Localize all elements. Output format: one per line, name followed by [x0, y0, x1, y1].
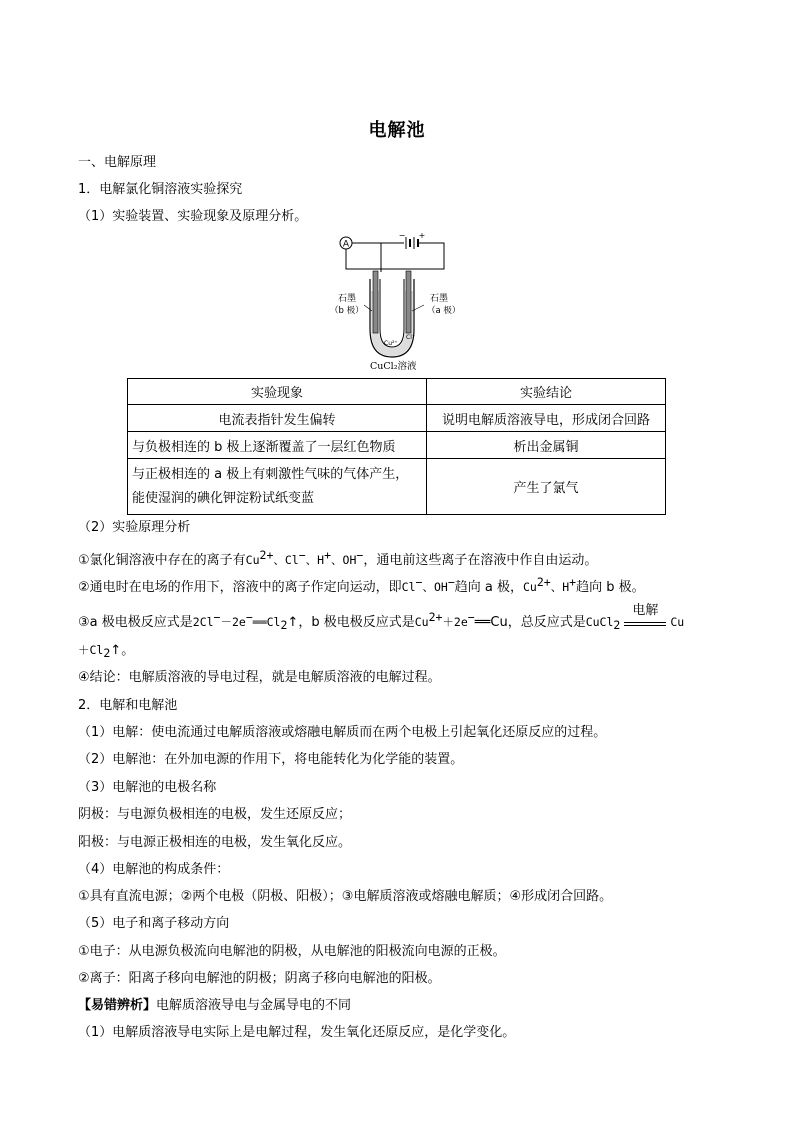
svg-text:+: +: [418, 231, 426, 240]
right-electrode-label: 石墨: [430, 294, 449, 304]
table-header-phenomenon: 实验现象: [128, 379, 427, 405]
paragraph-electrode-names: （3）电解池的电极名称: [78, 780, 217, 795]
paragraph-electrons: ①电子：从电源负极流向电解池的阴极，从电解池的阳极流向电源的正极。: [78, 944, 506, 959]
paragraph-overall-reaction-cont: ＋Cl2↑。: [78, 643, 135, 660]
table-row: [128, 459, 666, 515]
table-row: [128, 405, 666, 432]
graphite-electrode-b: [373, 271, 378, 333]
paragraph-cell-def: （2）电解池：在外加电源的作用下，将电能转化为化学能的装置。: [78, 752, 464, 767]
paragraph-ions: ①氯化铜溶液中存在的离子有Cu2+、Cl−、H+、OH−，通电前这些离子在溶液中作自由运动。: [78, 548, 598, 568]
svg-text:−: −: [398, 231, 406, 240]
graphite-electrode-a: [406, 271, 411, 333]
svg-text:（b 极）: （b 极）: [330, 306, 364, 316]
table-cell: 与负极相连的 b 极上逐渐覆盖了一层红色物质: [128, 432, 427, 459]
table-row: [128, 432, 666, 459]
table-header-conclusion: 实验结论: [427, 379, 666, 405]
electrolysis-apparatus-diagram: [326, 229, 461, 372]
table-cell: 产生了氯气: [427, 459, 666, 515]
paragraph-cathode: 阴极：与电源负极相连的电极，发生还原反应；: [78, 807, 352, 822]
paragraph-ion-migration: ②通电时在电场的作用下，溶液中的离子作定向运动，即Cl−、OH−趋向 a 极，Cu2+、H+趋向 b 极。: [78, 575, 645, 595]
section-heading-1: 一、电解原理: [78, 155, 157, 170]
paragraph-electrolysis-def: （1）电解：使电流通过电解质溶液或熔融电解质而在两个电极上引起氧化还原反应的过程。: [78, 725, 607, 740]
table-header-row: [128, 379, 666, 405]
paragraph-ions-direction: ②离子：阳离子移向电解池的阴极；阴离子移向电解池的阳极。: [78, 971, 441, 986]
svg-text:Cu²⁺: Cu²⁺: [384, 340, 398, 347]
paragraph-electrode-reactions: ③a 极电极反应式是2Cl−－2e−══Cl2↑，b 极电极反应式是Cu2+＋2e−══Cu，总反应式是CuCl2 电解 Cu: [78, 603, 685, 632]
paragraph-conditions: ①具有直流电源；②两个电极（阴极、阳极）；③电解质溶液或熔融电解质；④形成闭合回路。: [78, 889, 613, 904]
table-cell: 电流表指针发生偏转: [128, 405, 427, 432]
subheading-1: 1．电解氯化铜溶液实验探究: [78, 182, 243, 197]
ammeter-label: A: [342, 239, 350, 250]
reaction-condition-arrow: 电解: [624, 616, 666, 626]
page-title: 电解池: [368, 120, 426, 141]
svg-text:Cl⁻: Cl⁻: [406, 334, 416, 341]
table-cell: 析出金属铜: [427, 432, 666, 459]
paragraph-experiment-setup: （1）实验装置、实验现象及原理分析。: [78, 209, 308, 224]
paragraph-electrolyte-conduction: （1）电解质溶液导电实际上是电解过程，发生氧化还原反应，是化学变化。: [78, 1025, 516, 1040]
subheading-2: 2．电解和电解池: [78, 698, 178, 713]
paragraph-conclusion: ④结论：电解质溶液的导电过程，就是电解质溶液的电解过程。: [78, 670, 441, 685]
paragraph-conditions-heading: （4）电解池的构成条件：: [78, 862, 230, 877]
solution-caption: CuCl₂溶液: [370, 361, 417, 372]
paragraph-anode: 阳极：与电源正极相连的电极，发生氧化反应。: [78, 835, 352, 850]
paragraph-direction-heading: （5）电子和离子移动方向: [78, 916, 230, 931]
table-cell: 与正极相连的 a 极上有刺激性气味的气体产生， 能使湿润的碘化钾淀粉试纸变蓝: [128, 459, 427, 515]
paragraph-error-analysis: 【易错辨析】电解质溶液导电与金属导电的不同: [78, 998, 352, 1013]
experiment-table: [127, 378, 666, 515]
svg-text:（a 极）: （a 极）: [427, 306, 461, 316]
u-tube-diagram: [326, 229, 461, 372]
left-electrode-label: 石墨: [338, 294, 357, 304]
paragraph-principle: （2）实验原理分析: [78, 520, 191, 535]
table-cell: 说明电解质溶液导电，形成闭合回路: [427, 405, 666, 432]
